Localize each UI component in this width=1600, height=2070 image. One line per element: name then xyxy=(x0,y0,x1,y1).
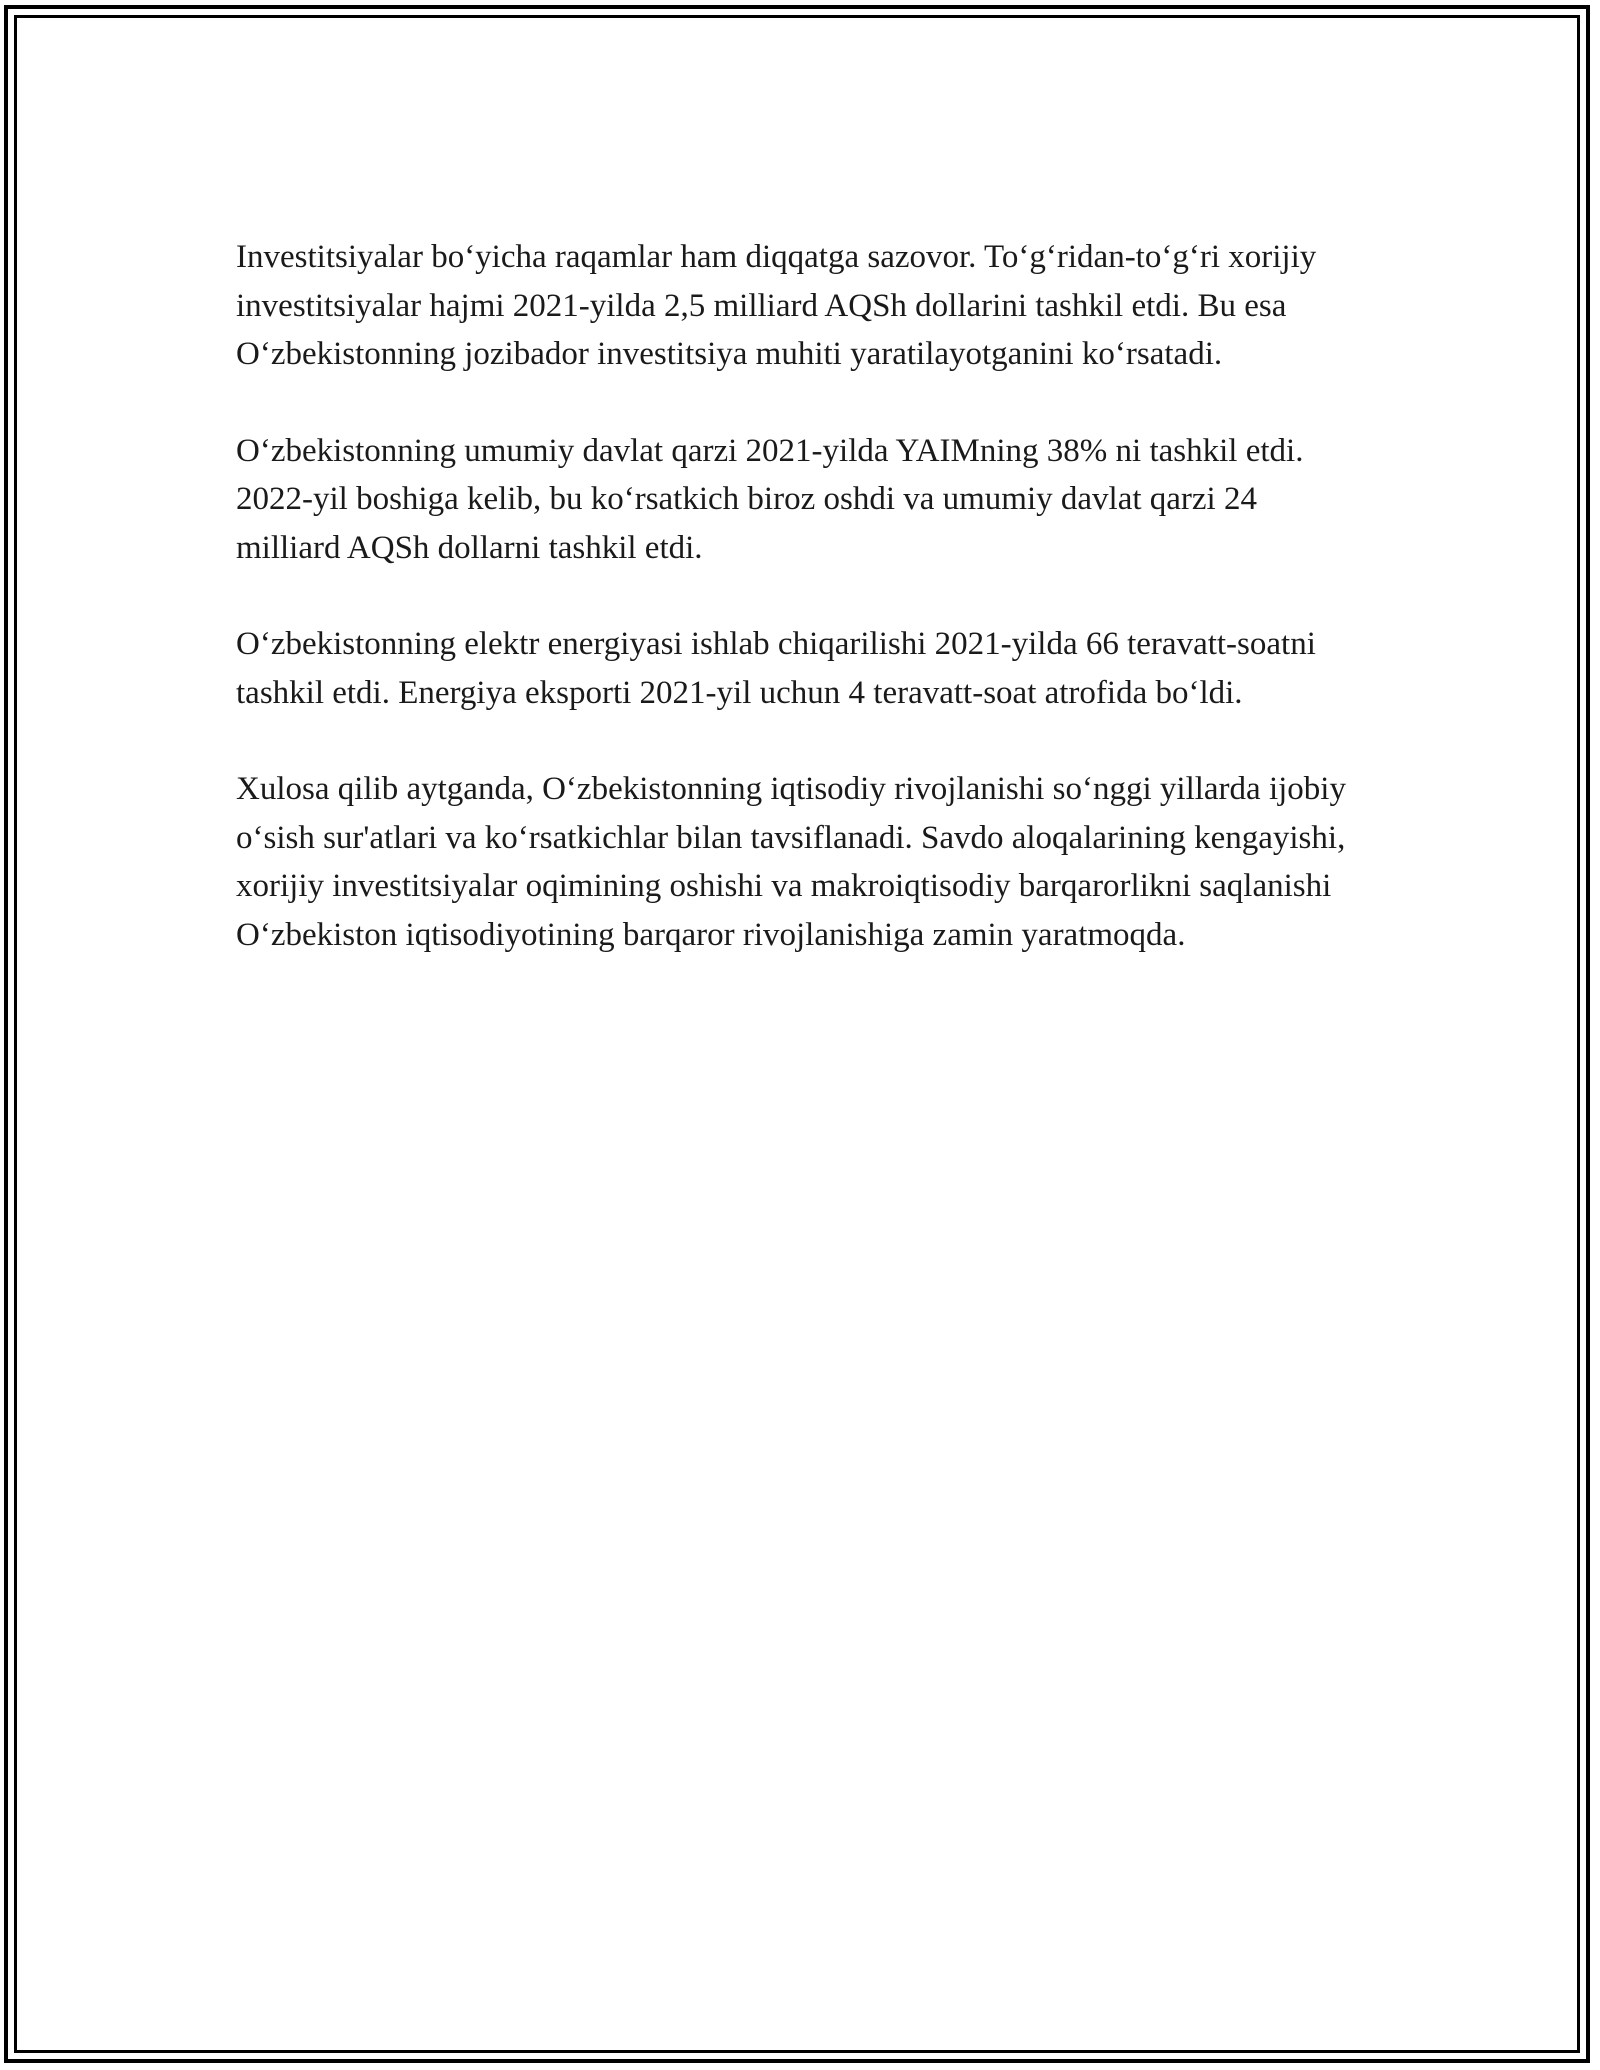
document-body xyxy=(236,233,1366,1007)
paragraph-conclusion: Xulosa qilib aytganda, O‘zbekistonning iqtisodiy rivojlanishi so‘nggi yillarda ijobiy o‘sish sur'atlari va ko‘rsatkichlar bilan tavsiflanadi. Savdo aloqalarining kengayishi, xorijiy investitsiyalar oqimining oshishi va makroiqtisodiy barqarorlikni saqlanishi O‘zbekiston iqtisodiyotining barqaror rivojlanishiga zamin yaratmoqda. xyxy=(236,771,1346,953)
paragraph-investments: Investitsiyalar bo‘yicha raqamlar ham diqqatga sazovor. To‘g‘ridan-to‘g‘ri xorijiy investitsiyalar hajmi 2021-yilda 2,5 milliard AQSh dollarini tashkil etdi. Bu esa O‘zbekistonning jozibador investitsiya muhiti yaratilayotganini ko‘rsatadi. xyxy=(236,239,1317,372)
paragraph-public-debt: O‘zbekistonning umumiy davlat qarzi 2021-yilda YAIMning 38% ni tashkil etdi. 2022-yil boshiga kelib, bu ko‘rsatkich biroz oshdi va umumiy davlat qarzi 24 milliard AQSh dollarni tashkil etdi. xyxy=(236,432,1304,566)
paragraph-electricity: O‘zbekistonning elektr energiyasi ishlab chiqarilishi 2021-yilda 66 teravatt-soatni tashkil etdi. Energiya eksporti 2021-yil uchun 4 teravatt-soat atrofida bo‘ldi. xyxy=(236,626,1316,711)
